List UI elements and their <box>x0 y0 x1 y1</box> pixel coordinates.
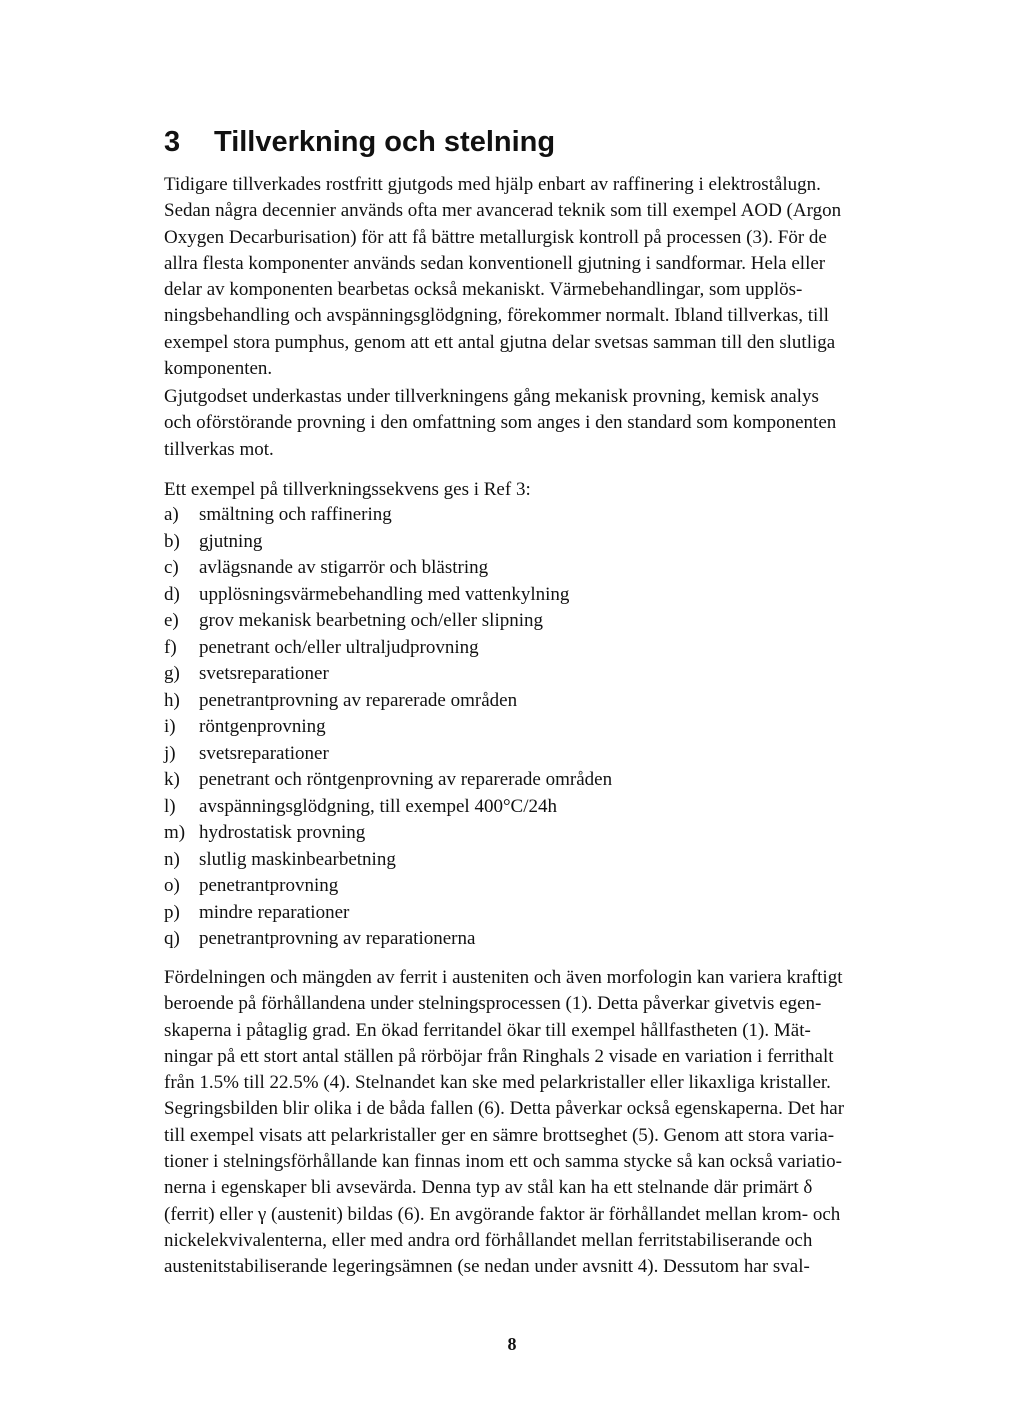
section-number: 3 <box>164 126 181 158</box>
text-line: beroende på förhållandena under stelningsprocessen (1). Detta påverkar givetvis egen- <box>164 993 822 1015</box>
text-line: ningsbehandling och avspänningsglödgning, förekommer normalt. Ibland tillverkas, till <box>164 305 829 327</box>
text-line: från 1.5% till 22.5% (4). Stelnandet kan ske med pelarkristaller eller likaxliga kristaller. <box>164 1072 831 1094</box>
list-item-text: svetsreparationer <box>199 663 329 684</box>
list-item-text: slutlig maskinbearbetning <box>199 848 396 870</box>
list-item-text: mindre reparationer <box>199 901 350 923</box>
list-item-text: avspänningsglödgning, till exempel 400°C/24h <box>199 795 558 817</box>
list-item <box>164 661 612 688</box>
text-line: allra flesta komponenter används sedan konventionell gjutning i sandformar. Hela eller <box>164 252 826 274</box>
list-item-text: penetrantprovning av reparationerna <box>199 928 476 949</box>
text-line: Ett exempel på tillverkningssekvens ges i Ref 3: <box>164 479 531 500</box>
list-item-letter: n) <box>164 848 180 870</box>
list-item <box>164 529 612 556</box>
text-line: exempel stora pumphus, genom att ett antal gjutna delar svetsas samman till den slutliga <box>164 331 836 353</box>
list-item-letter: c) <box>164 557 179 578</box>
list-item-letter: a) <box>164 504 179 525</box>
list-item-letter: e) <box>164 610 179 631</box>
list-item <box>164 741 612 768</box>
text-line: tillverkas mot. <box>164 438 274 460</box>
list-item <box>164 794 612 821</box>
text-line: Sedan några decennier används ofta mer avancerad teknik som till exempel AOD (Argon <box>164 200 842 222</box>
list-item <box>164 820 612 847</box>
list-item-letter: m) <box>164 822 186 843</box>
list-item-text: röntgenprovning <box>199 716 326 737</box>
text-line: Oxygen Decarburisation) för att få bättre metallurgisk kontroll på processen (3). För de <box>164 226 827 248</box>
text-line: Tidigare tillverkades rostfritt gjutgods med hjälp enbart av raffinering i elektrostålugn. <box>164 174 821 195</box>
text-line: delar av komponenten bearbetas också mekaniskt. Värmebehandlingar, som upplös- <box>164 279 803 301</box>
list-item-text: smältning och raffinering <box>199 504 392 525</box>
text-line: nerna i egenskaper bli avsevärda. Denna typ av stål kan ha ett stelnande där primärt δ <box>164 1177 813 1199</box>
text-line: till exempel visats att pelarkristaller ger en sämre brottseghet (5). Genom att stora varia- <box>164 1124 835 1146</box>
list-item-text: hydrostatisk provning <box>199 822 366 843</box>
list-item <box>164 873 612 900</box>
list-item-letter: q) <box>164 928 180 949</box>
paragraph-testing <box>164 384 904 463</box>
list-item-letter: g) <box>164 663 180 684</box>
list-item-text: penetrantprovning av reparerade områden <box>199 689 518 711</box>
text-line: ningar på ett stort antal ställen på rörböjar från Ringhals 2 visade en variation i ferrithalt <box>164 1045 834 1067</box>
text-line: austenitstabiliserande legeringsämnen (se nedan under avsnitt 4). Dessutom har sval- <box>164 1256 810 1278</box>
list-item <box>164 714 612 741</box>
text-line: Fördelningen och mängden av ferrit i austeniten och även morfologin kan variera kraftigt <box>164 967 843 988</box>
list-item-letter: i) <box>164 716 176 737</box>
list-item-letter: k) <box>164 769 180 790</box>
list-item-text: gjutning <box>199 530 263 552</box>
text-line: nickelekvivalenterna, eller med andra ord förhållandet mellan ferritstabiliserande och <box>164 1229 813 1251</box>
list-item-text: penetrant och/eller ultraljudprovning <box>199 636 479 658</box>
section-title: Tillverkning och stelning <box>214 126 556 158</box>
list-item-letter: l) <box>164 795 176 817</box>
list-item <box>164 502 612 529</box>
list-item-letter: j) <box>164 742 176 764</box>
list-item <box>164 688 612 715</box>
paragraph-manufacturing-history <box>164 172 904 382</box>
list-item-letter: p) <box>164 901 180 923</box>
list-item <box>164 926 612 953</box>
list-item-text: upplösningsvärmebehandling med vattenkylning <box>199 583 570 605</box>
list-item-text: penetrantprovning <box>199 875 339 896</box>
list-item-text: penetrant och röntgenprovning av reparerade områden <box>199 769 613 790</box>
list-item <box>164 608 612 635</box>
text-line: (ferrit) eller γ (austenit) bildas (6). En avgörande faktor är förhållandet mellan krom- och <box>164 1203 841 1225</box>
list-item <box>164 900 612 927</box>
list-item <box>164 555 612 582</box>
list-item-letter: o) <box>164 875 180 896</box>
page-number: 8 <box>507 1334 517 1354</box>
list-item-text: avlägsnande av stigarrör och blästring <box>199 557 489 578</box>
list-item-text: grov mekanisk bearbetning och/eller slipning <box>199 610 544 631</box>
list-item <box>164 767 612 794</box>
paragraph-ferrite-distribution <box>164 965 904 1281</box>
list-item-letter: b) <box>164 530 180 552</box>
list-item <box>164 635 612 662</box>
section-heading <box>164 122 555 162</box>
text-line: tioner i stelningsförhållande kan finnas inom ett och samma stycke så kan också variatio- <box>164 1151 842 1173</box>
list-item <box>164 847 612 874</box>
text-line: Segringsbilden blir olika i de båda fallen (6). Detta påverkar också egenskaperna. Det har <box>164 1098 845 1120</box>
text-line: skaperna i påtaglig grad. En ökad ferritandel ökar till exempel hållfastheten (1). Mät- <box>164 1019 811 1041</box>
list-item-text: svetsreparationer <box>199 742 329 764</box>
list-item <box>164 582 612 609</box>
text-line: komponenten. <box>164 358 273 380</box>
list-item-letter: h) <box>164 689 180 711</box>
text-line: och oförstörande provning i den omfattning som anges i den standard som komponenten <box>164 412 837 434</box>
list-item-letter: f) <box>164 636 177 658</box>
manufacturing-sequence-list <box>164 502 612 953</box>
list-intro <box>164 477 904 503</box>
list-item-letter: d) <box>164 583 180 605</box>
text-line: Gjutgodset underkastas under tillverkningens gång mekanisk provning, kemisk analys <box>164 386 819 407</box>
